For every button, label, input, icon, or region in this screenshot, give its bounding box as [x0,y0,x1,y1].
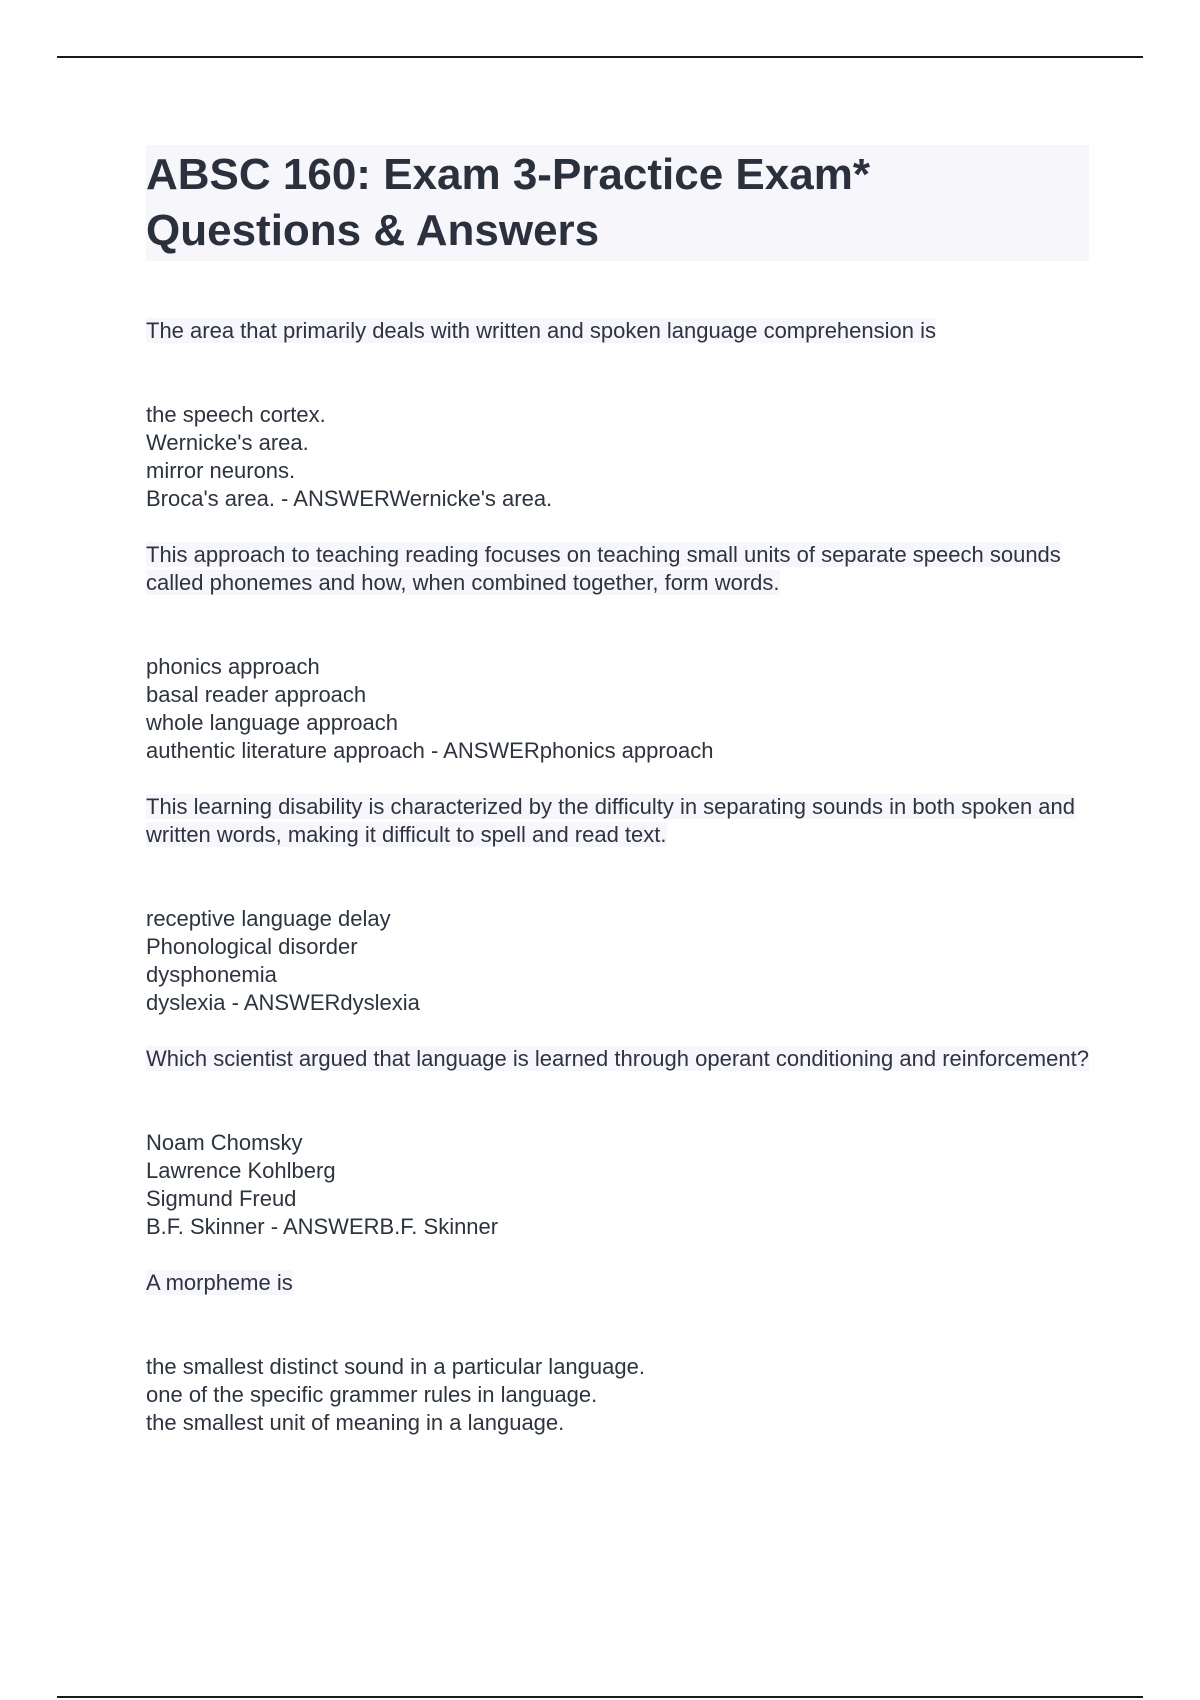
option-item: mirror neurons. [146,458,296,483]
option-list [146,653,1089,765]
document-body [146,145,1089,1437]
option-item: Broca's area. - ANSWERWernicke's area. [146,486,553,511]
option-item: receptive language delay [146,906,391,931]
option-item: the smallest unit of meaning in a language. [146,1410,565,1435]
option-list [146,905,1089,1017]
bottom-rule [57,1696,1143,1698]
option-item: Sigmund Freud [146,1186,297,1211]
question-block [146,541,1089,765]
option-item: basal reader approach [146,682,367,707]
question-block [146,1045,1089,1241]
option-item: the speech cortex. [146,402,326,427]
question-block [146,317,1089,513]
top-rule [57,56,1143,58]
option-item: one of the specific grammer rules in language. [146,1382,598,1407]
question-prompt: This approach to teaching reading focuses on teaching small units of separate speech sounds called phonemes and how, when combined together, form words. [146,542,1061,595]
option-item: B.F. Skinner - ANSWERB.F. Skinner [146,1214,499,1239]
option-item: Noam Chomsky [146,1130,303,1155]
option-item: Phonological disorder [146,934,358,959]
question-block [146,793,1089,1017]
question-prompt: Which scientist argued that language is learned through operant conditioning and reinforcement? [146,1046,1089,1071]
option-item: whole language approach [146,710,398,735]
option-item: the smallest distinct sound in a particular language. [146,1354,645,1379]
page-title: ABSC 160: Exam 3-Practice Exam* Questions & Answers [146,145,1089,261]
option-item: Lawrence Kohlberg [146,1158,336,1183]
option-item: dysphonemia [146,962,277,987]
option-list [146,1129,1089,1241]
question-prompt: A morpheme is [146,1270,293,1295]
question-prompt: The area that primarily deals with written and spoken language comprehension is [146,318,936,343]
option-item: dyslexia - ANSWERdyslexia [146,990,420,1015]
question-prompt: This learning disability is characterized by the difficulty in separating sounds in both spoken and written words, making it difficult to spell and read text. [146,794,1076,847]
option-item: authentic literature approach - ANSWERphonics approach [146,738,714,763]
option-item: Wernicke's area. [146,430,309,455]
option-list [146,1353,1089,1437]
option-item: phonics approach [146,654,320,679]
option-list [146,401,1089,513]
question-block [146,1269,1089,1437]
